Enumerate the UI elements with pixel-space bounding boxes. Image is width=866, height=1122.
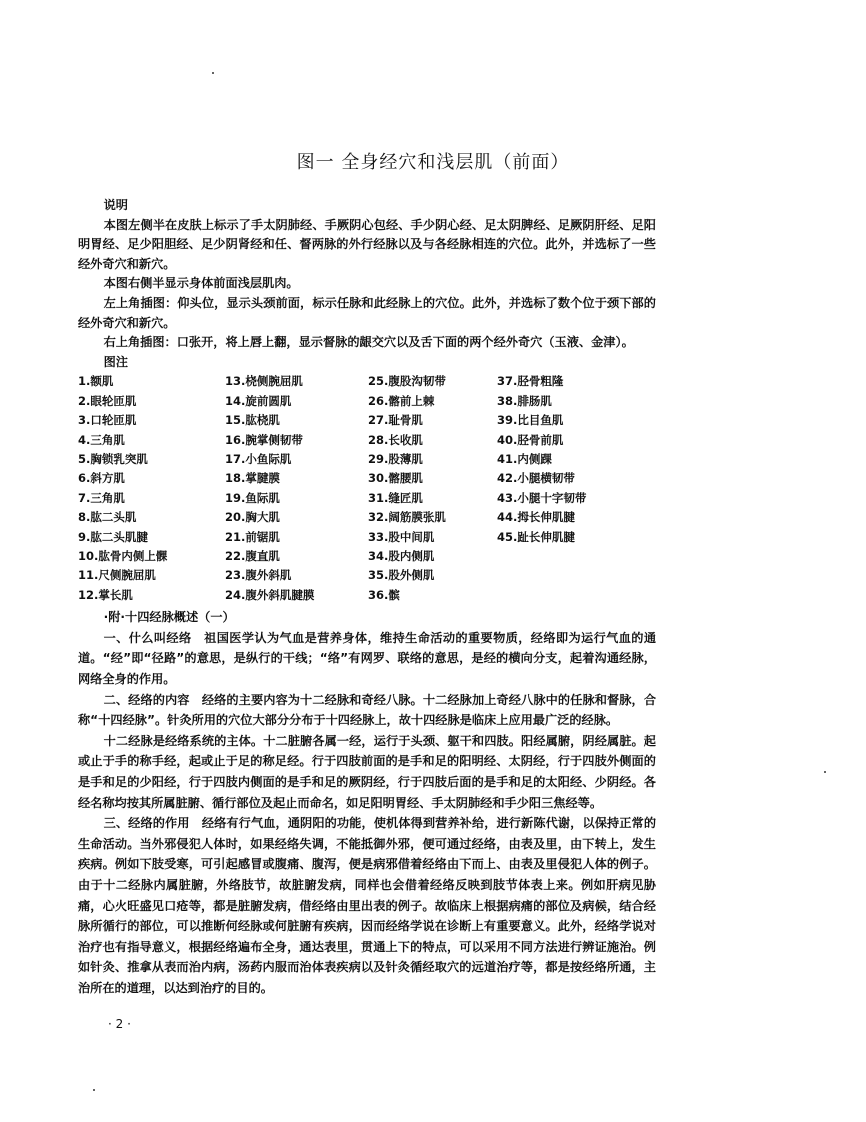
legend-item: 14.旋前圆肌	[225, 393, 292, 408]
legend-item: 19.鱼际肌	[225, 490, 280, 505]
appendix-paragraph	[78, 813, 656, 998]
legend-item: 40.胫骨前肌	[497, 432, 564, 447]
legend-column-1	[78, 372, 225, 605]
legend-item: 30.髂腰肌	[368, 471, 423, 486]
appendix-paragraph	[78, 628, 656, 690]
legend-item: 21.前锯肌	[225, 529, 280, 544]
legend-item: 29.股薄肌	[368, 451, 423, 466]
section-title: 二、经络的内容	[103, 692, 190, 707]
appendix-section	[78, 607, 656, 998]
section-text: 经络的主要内容为十二经脉和奇经八脉。十二经脉加上奇经八脉中的任脉和督脉，合称“十四经脉”。针灸所用的穴位大部分分布于十四经脉上，故十四经脉是临床上应用最广泛的经脉。	[78, 692, 657, 728]
legend-item: 22.腹直肌	[225, 549, 280, 563]
appendix-paragraph: 十二经脉是经络系统的主体。十二脏腑各属一经，运行于头颈、躯干和四肢。阳经属腑，阴经属脏。起或止于手的称手经，起或止于足的称足经。行于四肢前面的是手和足的阳明经、太阴经，行于四肢外侧面的是手和足的少阳经，行于四肢内侧面的是手和足的厥阴经，行于四肢后面的是手和足的太阳经、少阴经。各经名称均按其所属脏腑、循行部位及起止而命名，如足阳明胃经、手太阴肺经和手少阳三焦经等。	[78, 733, 656, 810]
legend-item: 6.斜方肌	[78, 471, 125, 486]
explanation-section	[78, 196, 656, 372]
legend-item: 28.长收肌	[368, 432, 423, 447]
legend-item: 25.腹股沟韧带	[368, 374, 446, 389]
legend-item: 5.胸锁乳突肌	[78, 451, 148, 466]
legend-item: 16.腕掌侧韧带	[225, 432, 303, 447]
explanation-paragraph: 左上角插图：仰头位，显示头颈前面，标示任脉和此经脉上的穴位。此外，并选标了数个位于颈下部的经外奇穴和新穴。	[78, 295, 656, 330]
section-title: 一、什么叫经络	[103, 630, 192, 645]
legend-item: 10.肱骨内侧上髁	[78, 549, 168, 563]
legend-item: 26.髂前上棘	[368, 393, 435, 408]
section-text: 经络有行气血，通阴阳的功能，使机体得到营养补给，进行新陈代谢，以保持正常的生命活动。当外邪侵犯人体时，如果经络失调，不能抵御外邪，便可通过经络，由表及里，由下转上，发生疾病。例如下肢受寒，可引起感冒或腹痛、腹泻，便是病邪借着经络由下而上、由表及里侵犯人体的例子。由于十二经脉内属脏腑，外络肢节，故脏腑发病，同样也会借着经络反映到肢节体表上来。例如肝病见胁痛，心火旺盛见口疮等，都是脏腑发病，借经络由里出表的例子。故临床上根据病痛的部位及病候，结合经脉所循行的部位，可以推断何经脉或何脏腑有疾病，因而经络学说在诊断上有重要意义。此外，经络学说对治疗也有指导意义，根据经络遍布全身，通达表里，贯通上下的特点，可以采用不同方法进行辨证施治。例如针灸、推拿从表而治内病，汤药内服而治体表疾病以及针灸循经取穴的远道治疗等，都是按经络所通，主治所在的道理，以达到治疗的目的。	[78, 816, 657, 995]
figure-legend	[78, 372, 656, 605]
legend-item: 11.尺侧腕屈肌	[78, 568, 156, 583]
legend-item: 44.拇长伸肌腱	[497, 510, 575, 525]
legend-item: 32.阔筋膜张肌	[368, 510, 446, 525]
legend-item: 33.股中间肌	[368, 529, 435, 544]
legend-item: 31.缝匠肌	[368, 490, 423, 505]
legend-item: 23.腹外斜肌	[225, 568, 292, 583]
legend-item: 27.耻骨肌	[368, 413, 423, 428]
legend-column-2	[225, 372, 368, 605]
legend-item: 37.胫骨粗隆	[497, 374, 564, 389]
appendix-paragraph	[78, 690, 656, 731]
legend-item: 45.趾长伸肌腱	[497, 529, 575, 544]
page-body	[78, 196, 656, 1091]
legend-item: 4.三角肌	[78, 432, 125, 447]
page-number: · 2 ·	[108, 1016, 131, 1031]
legend-item: 9.肱二头肌腱	[78, 529, 148, 544]
legend-item: 13.桡侧腕屈肌	[225, 374, 303, 389]
legend-item: 18.掌腱膜	[225, 471, 280, 486]
legend-item: 39.比目鱼肌	[497, 413, 564, 428]
legend-item: 41.内侧踝	[497, 451, 552, 466]
legend-item: 12.掌长肌	[78, 587, 133, 602]
legend-item: 2.眼轮匝肌	[78, 393, 137, 408]
scan-speck	[93, 1089, 95, 1091]
legend-item: 35.股外侧肌	[368, 568, 435, 583]
section-text: 祖国医学认为气血是营养身体，维持生命活动的重要物质，经络即为运行气血的通道。“经”即“径路”的意思，是纵行的干线；“络”有网罗、联络的意思，是经的横向分支，起着沟通经脉，网络全身的作用。	[78, 630, 657, 686]
legend-item: 8.肱二头肌	[78, 510, 137, 525]
legend-item: 43.小腿十字韧带	[497, 490, 587, 505]
legend-item: 17.小鱼际肌	[225, 451, 292, 466]
legend-item: 24.腹外斜肌腱膜	[225, 587, 315, 602]
legend-item: 7.三角肌	[78, 490, 125, 505]
legend-item: 20.胸大肌	[225, 510, 280, 525]
legend-item: 38.腓肠肌	[497, 393, 552, 408]
explanation-heading: 说明	[103, 198, 128, 212]
explanation-paragraph: 右上角插图：口张开，将上唇上翻，显示督脉的龈交穴以及舌下面的两个经外奇穴（玉液、金津）。	[103, 335, 634, 350]
legend-item: 34.股内侧肌	[368, 549, 435, 563]
explanation-paragraph: 本图左侧半在皮肤上标示了手太阴肺经、手厥阴心包经、手少阴心经、足太阴脾经、足厥阴肝经、足阳明胃经、足少阳胆经、足少阴肾经和任、督两脉的外行经脉以及与各经脉相连的穴位。此外，并选标了一些经外奇穴和新穴。	[78, 217, 656, 271]
legend-item: 36.髌	[368, 587, 400, 602]
section-title: 三、经络的作用	[103, 816, 190, 831]
legend-heading: 图注	[103, 354, 128, 369]
legend-column-4	[497, 372, 656, 605]
legend-item: 3.口轮匝肌	[78, 413, 137, 428]
figure-title: 图一 全身经穴和浅层肌（前面）	[296, 152, 570, 173]
legend-item: 42.小腿横韧带	[497, 471, 575, 486]
scan-speck	[824, 771, 826, 773]
legend-item: 1.额肌	[78, 374, 114, 389]
legend-item: 15.肱桡肌	[225, 413, 280, 428]
appendix-heading: ·附·十四经脉概述（一）	[103, 610, 235, 625]
explanation-paragraph: 本图右侧半显示身体前面浅层肌肉。	[103, 276, 299, 291]
legend-column-3	[368, 372, 497, 605]
scan-speck	[212, 72, 214, 74]
